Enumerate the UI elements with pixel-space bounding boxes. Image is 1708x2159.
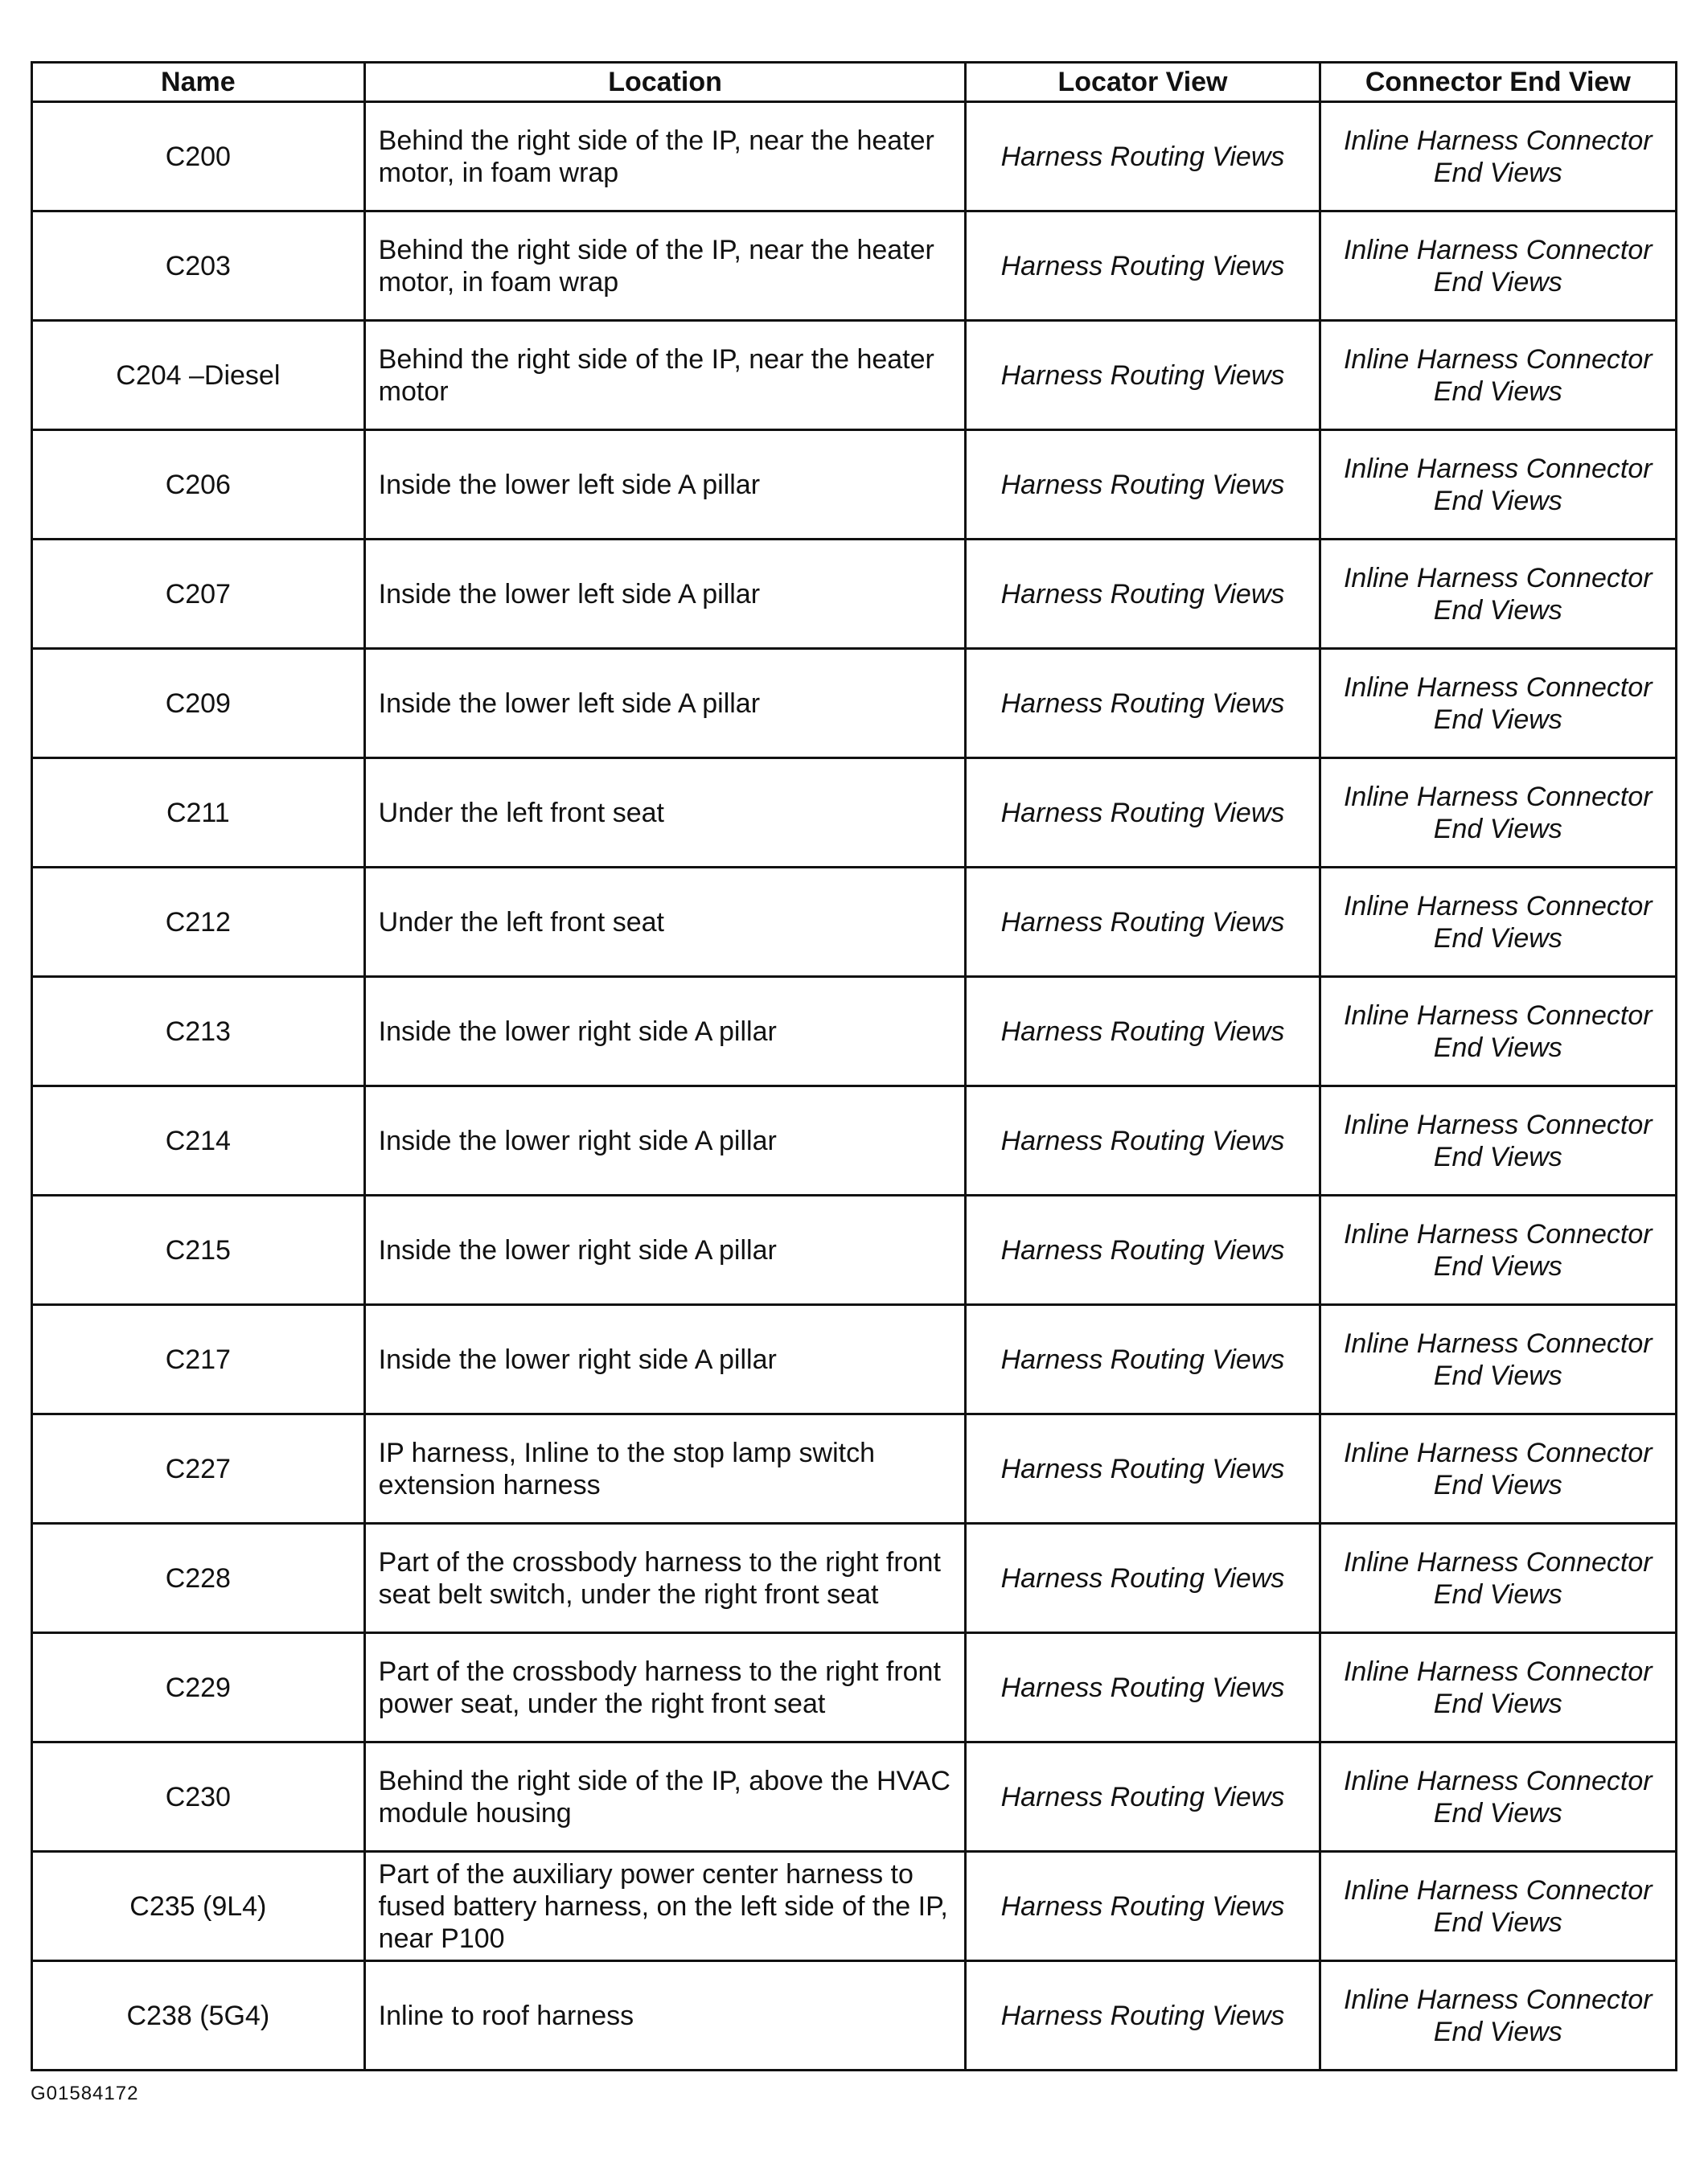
table-row xyxy=(32,540,1677,649)
connector-name-cell: C217 xyxy=(32,1305,365,1414)
location-cell: Behind the right side of the IP, near the heater motor xyxy=(364,321,966,430)
location-cell: Inside the lower right side A pillar xyxy=(364,1086,966,1196)
table-header-row xyxy=(32,63,1677,102)
connector-name-cell: C209 xyxy=(32,649,365,758)
table-row xyxy=(32,868,1677,977)
connector-name-cell: C207 xyxy=(32,540,365,649)
table-row xyxy=(32,321,1677,430)
location-cell: Part of the crossbody harness to the right front power seat, under the right front seat xyxy=(364,1633,966,1742)
connector-end-view-cell: Inline Harness Connector End Views xyxy=(1320,1742,1676,1852)
connector-name-cell: C203 xyxy=(32,211,365,321)
location-cell: Inside the lower left side A pillar xyxy=(364,540,966,649)
connector-end-view-cell: Inline Harness Connector End Views xyxy=(1320,540,1676,649)
locator-view-cell: Harness Routing Views xyxy=(966,1414,1320,1524)
table-row xyxy=(32,1196,1677,1305)
connector-name-cell: C206 xyxy=(32,430,365,540)
table-row xyxy=(32,430,1677,540)
connector-location-table xyxy=(31,61,1677,2071)
connector-end-view-cell: Inline Harness Connector End Views xyxy=(1320,1961,1676,2071)
connector-name-cell: C215 xyxy=(32,1196,365,1305)
location-cell: Behind the right side of the IP, near the heater motor, in foam wrap xyxy=(364,102,966,211)
connector-name-cell: C230 xyxy=(32,1742,365,1852)
locator-view-cell: Harness Routing Views xyxy=(966,102,1320,211)
locator-view-cell: Harness Routing Views xyxy=(966,1524,1320,1633)
connector-end-view-cell: Inline Harness Connector End Views xyxy=(1320,102,1676,211)
location-cell: Under the left front seat xyxy=(364,758,966,868)
connector-end-view-cell: Inline Harness Connector End Views xyxy=(1320,758,1676,868)
table-row xyxy=(32,649,1677,758)
table-row xyxy=(32,758,1677,868)
connector-name-cell: C235 (9L4) xyxy=(32,1852,365,1961)
table-row xyxy=(32,1742,1677,1852)
table-row xyxy=(32,211,1677,321)
connector-end-view-cell: Inline Harness Connector End Views xyxy=(1320,321,1676,430)
location-cell: IP harness, Inline to the stop lamp switch extension harness xyxy=(364,1414,966,1524)
header-name: Name xyxy=(32,63,365,102)
locator-view-cell: Harness Routing Views xyxy=(966,868,1320,977)
connector-end-view-cell: Inline Harness Connector End Views xyxy=(1320,868,1676,977)
table-row xyxy=(32,1524,1677,1633)
table-body xyxy=(32,102,1677,2071)
table-row xyxy=(32,102,1677,211)
locator-view-cell: Harness Routing Views xyxy=(966,1742,1320,1852)
table-row xyxy=(32,977,1677,1086)
locator-view-cell: Harness Routing Views xyxy=(966,649,1320,758)
header-location: Location xyxy=(364,63,966,102)
connector-name-cell: C228 xyxy=(32,1524,365,1633)
location-cell: Behind the right side of the IP, near the heater motor, in foam wrap xyxy=(364,211,966,321)
connector-name-cell: C211 xyxy=(32,758,365,868)
connector-name-cell: C229 xyxy=(32,1633,365,1742)
table-row xyxy=(32,1852,1677,1961)
connector-end-view-cell: Inline Harness Connector End Views xyxy=(1320,430,1676,540)
table-row xyxy=(32,1086,1677,1196)
connector-name-cell: C213 xyxy=(32,977,365,1086)
locator-view-cell: Harness Routing Views xyxy=(966,977,1320,1086)
connector-name-cell: C238 (5G4) xyxy=(32,1961,365,2071)
connector-name-cell: C227 xyxy=(32,1414,365,1524)
location-cell: Inside the lower left side A pillar xyxy=(364,430,966,540)
location-cell: Inside the lower right side A pillar xyxy=(364,1305,966,1414)
locator-view-cell: Harness Routing Views xyxy=(966,1305,1320,1414)
figure-id: G01584172 xyxy=(31,2083,139,2104)
locator-view-cell: Harness Routing Views xyxy=(966,1852,1320,1961)
locator-view-cell: Harness Routing Views xyxy=(966,1086,1320,1196)
locator-view-cell: Harness Routing Views xyxy=(966,430,1320,540)
location-cell: Inside the lower right side A pillar xyxy=(364,1196,966,1305)
location-cell: Under the left front seat xyxy=(364,868,966,977)
connector-name-cell: C200 xyxy=(32,102,365,211)
connector-end-view-cell: Inline Harness Connector End Views xyxy=(1320,1414,1676,1524)
connector-end-view-cell: Inline Harness Connector End Views xyxy=(1320,1196,1676,1305)
connector-name-cell: C214 xyxy=(32,1086,365,1196)
locator-view-cell: Harness Routing Views xyxy=(966,1961,1320,2071)
locator-view-cell: Harness Routing Views xyxy=(966,211,1320,321)
table-row xyxy=(32,1414,1677,1524)
connector-end-view-cell: Inline Harness Connector End Views xyxy=(1320,1633,1676,1742)
connector-end-view-cell: Inline Harness Connector End Views xyxy=(1320,1852,1676,1961)
table-row xyxy=(32,1961,1677,2071)
connector-name-cell: C204 –Diesel xyxy=(32,321,365,430)
location-cell: Inside the lower left side A pillar xyxy=(364,649,966,758)
header-locator-view: Locator View xyxy=(966,63,1320,102)
table-row xyxy=(32,1633,1677,1742)
location-cell: Inside the lower right side A pillar xyxy=(364,977,966,1086)
location-cell: Part of the crossbody harness to the right front seat belt switch, under the right front seat xyxy=(364,1524,966,1633)
locator-view-cell: Harness Routing Views xyxy=(966,1633,1320,1742)
locator-view-cell: Harness Routing Views xyxy=(966,321,1320,430)
location-cell: Part of the auxiliary power center harness to fused battery harness, on the left side of the IP, near P100 xyxy=(364,1852,966,1961)
header-connector-end-view: Connector End View xyxy=(1320,63,1676,102)
locator-view-cell: Harness Routing Views xyxy=(966,540,1320,649)
connector-end-view-cell: Inline Harness Connector End Views xyxy=(1320,1305,1676,1414)
connector-name-cell: C212 xyxy=(32,868,365,977)
connector-end-view-cell: Inline Harness Connector End Views xyxy=(1320,211,1676,321)
connector-end-view-cell: Inline Harness Connector End Views xyxy=(1320,1524,1676,1633)
locator-view-cell: Harness Routing Views xyxy=(966,758,1320,868)
location-cell: Behind the right side of the IP, above the HVAC module housing xyxy=(364,1742,966,1852)
locator-view-cell: Harness Routing Views xyxy=(966,1196,1320,1305)
table-row xyxy=(32,1305,1677,1414)
location-cell: Inline to roof harness xyxy=(364,1961,966,2071)
connector-end-view-cell: Inline Harness Connector End Views xyxy=(1320,649,1676,758)
connector-end-view-cell: Inline Harness Connector End Views xyxy=(1320,977,1676,1086)
connector-end-view-cell: Inline Harness Connector End Views xyxy=(1320,1086,1676,1196)
